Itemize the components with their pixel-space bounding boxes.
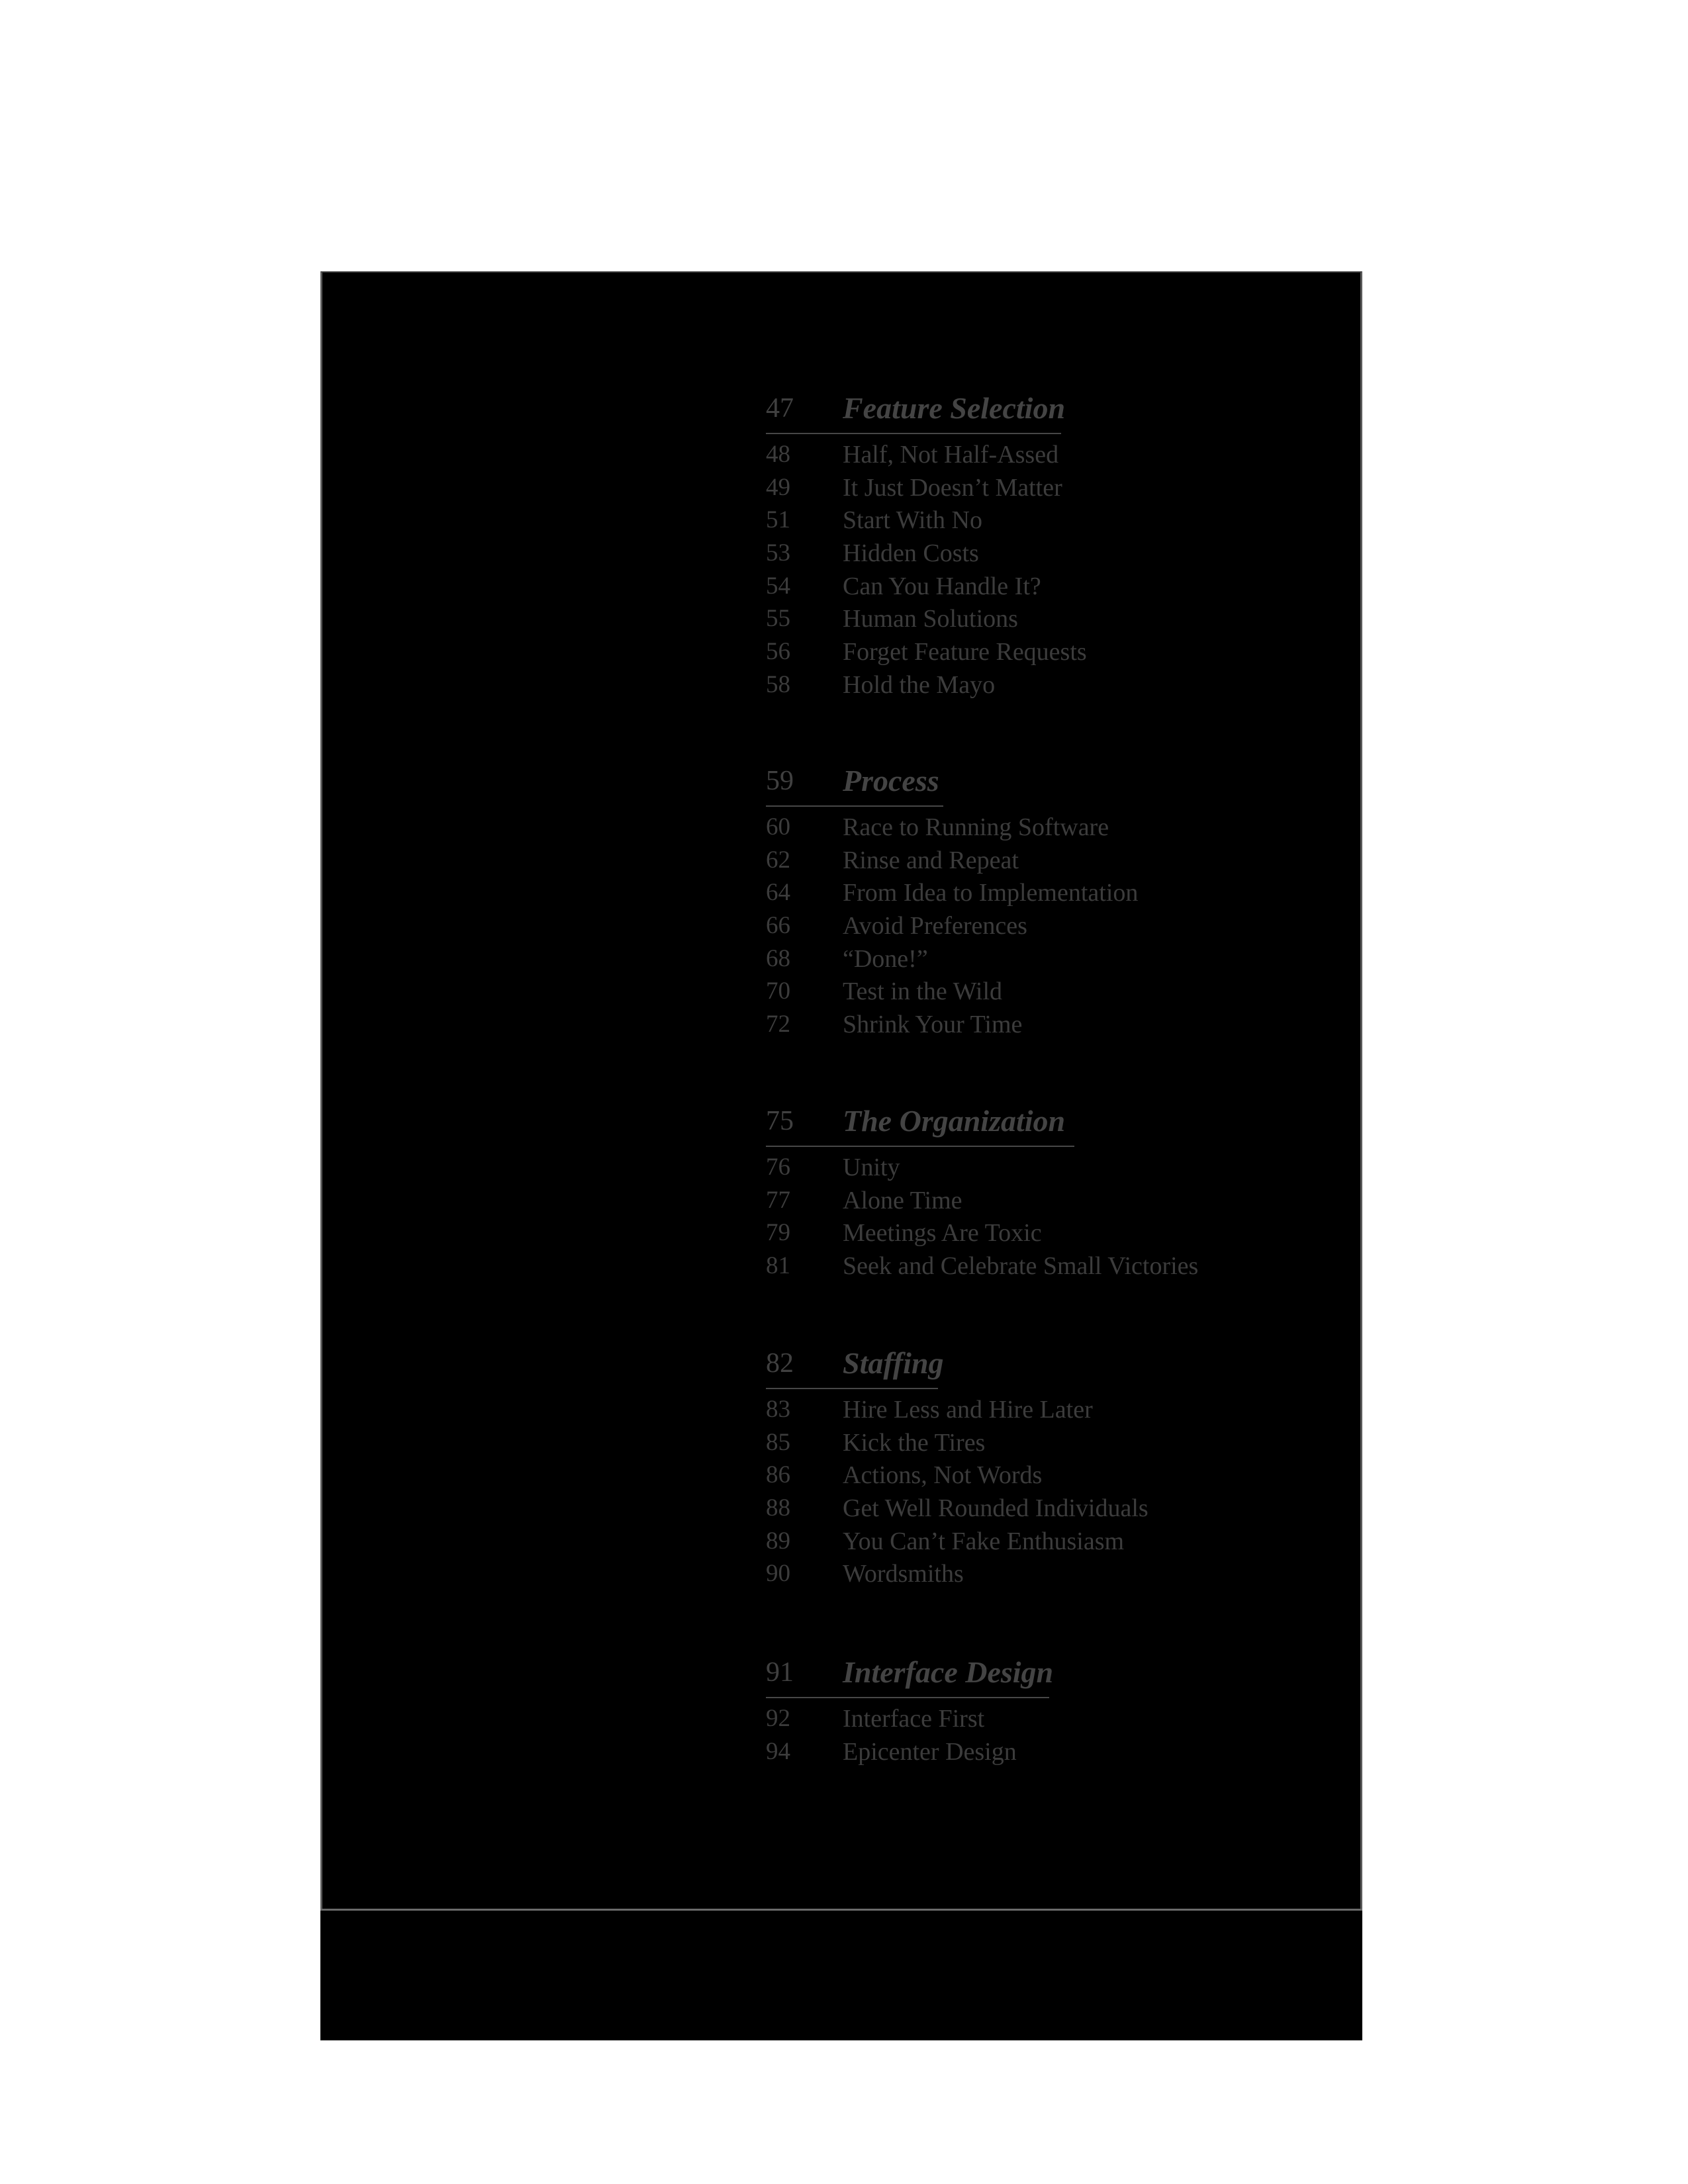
toc-entry: [766, 635, 1626, 668]
toc-entry: [766, 1184, 1626, 1217]
entry-page-number: 56: [766, 638, 790, 666]
entry-page-number: 51: [766, 506, 790, 534]
toc-entry: [766, 1459, 1626, 1492]
toc-section-staffing: [766, 1342, 1626, 1588]
entry-title: Unity: [843, 1154, 900, 1181]
entry-title: Interface First: [843, 1705, 985, 1733]
section-entries: [766, 438, 1626, 702]
section-underline: [766, 805, 943, 807]
section-title: Process: [843, 764, 939, 797]
toc-entry: [766, 1216, 1626, 1250]
entry-page-number: 76: [766, 1154, 790, 1181]
section-title: Staffing: [843, 1346, 944, 1380]
entry-title: Forget Feature Requests: [843, 638, 1087, 666]
entry-page-number: 90: [766, 1560, 790, 1588]
toc-entry: [766, 1151, 1626, 1184]
entry-page-number: 53: [766, 539, 790, 567]
toc-entry: [766, 975, 1626, 1008]
toc-entry: [766, 844, 1626, 877]
toc-entry: [766, 876, 1626, 909]
entry-title: Wordsmiths: [843, 1560, 964, 1588]
section-underline: [766, 433, 1061, 434]
entry-title: Shrink Your Time: [843, 1011, 1023, 1039]
entry-page-number: 54: [766, 572, 790, 600]
section-page-number: 91: [766, 1657, 794, 1688]
entry-title: Hidden Costs: [843, 539, 979, 568]
entry-page-number: 92: [766, 1705, 790, 1732]
entry-title: Human Solutions: [843, 605, 1018, 633]
toc-entry: [766, 1702, 1626, 1735]
section-page-number: 59: [766, 766, 794, 796]
section-underline: [766, 1146, 1074, 1147]
entry-title: Can You Handle It?: [843, 572, 1041, 600]
section-page-number: 47: [766, 393, 794, 424]
toc-entry: [766, 1426, 1626, 1459]
toc-entry: [766, 438, 1626, 471]
entry-page-number: 83: [766, 1396, 790, 1423]
toc-entry: [766, 909, 1626, 942]
entry-title: Half, Not Half-Assed: [843, 441, 1059, 469]
toc-entry: [766, 570, 1626, 603]
toc-section-process: [766, 759, 1626, 1039]
toc-entry: [766, 1492, 1626, 1525]
toc-section-the-organization: [766, 1099, 1626, 1281]
toc-entry: [766, 668, 1626, 702]
entry-page-number: 88: [766, 1494, 790, 1522]
section-title: The Organization: [843, 1104, 1066, 1138]
section-entries: [766, 1151, 1626, 1283]
page-foot-panel: [320, 1911, 1362, 2040]
entry-title: Get Well Rounded Individuals: [843, 1494, 1149, 1523]
entry-page-number: 64: [766, 879, 790, 907]
entry-page-number: 48: [766, 441, 790, 468]
entry-page-number: 68: [766, 944, 790, 972]
toc-entry: [766, 1525, 1626, 1558]
toc-entry: [766, 811, 1626, 844]
section-underline: [766, 1697, 1049, 1698]
entry-page-number: 72: [766, 1011, 790, 1038]
entry-page-number: 62: [766, 846, 790, 874]
entry-title: Rinse and Repeat: [843, 846, 1019, 874]
section-entries: [766, 1393, 1626, 1590]
entry-title: Actions, Not Words: [843, 1461, 1043, 1490]
toc-section-feature-selection: [766, 387, 1626, 699]
entry-title: Meetings Are Toxic: [843, 1219, 1042, 1248]
section-underline: [766, 1388, 938, 1389]
entry-page-number: 58: [766, 670, 790, 698]
entry-page-number: 94: [766, 1737, 790, 1765]
section-page-number: 82: [766, 1348, 794, 1379]
entry-title: Start With No: [843, 506, 982, 535]
toc-entry: [766, 504, 1626, 537]
entry-title: Kick the Tires: [843, 1428, 986, 1457]
entry-page-number: 55: [766, 605, 790, 633]
entry-title: It Just Doesn’t Matter: [843, 473, 1062, 502]
toc-entry: [766, 1557, 1626, 1590]
entry-page-number: 60: [766, 813, 790, 841]
entry-page-number: 79: [766, 1219, 790, 1247]
section-page-number: 75: [766, 1106, 794, 1136]
entry-title: You Can’t Fake Enthusiasm: [843, 1527, 1125, 1555]
section-title: Interface Design: [843, 1655, 1054, 1689]
entry-title: Hire Less and Hire Later: [843, 1396, 1093, 1424]
toc-section-interface-design: [766, 1651, 1626, 1766]
entry-title: Hold the Mayo: [843, 670, 996, 699]
section-entries: [766, 1702, 1626, 1768]
toc-entry: [766, 602, 1626, 635]
toc-entry: [766, 1735, 1626, 1768]
toc-entry: [766, 537, 1626, 570]
entry-title: From Idea to Implementation: [843, 879, 1139, 907]
entry-page-number: 89: [766, 1527, 790, 1555]
entry-page-number: 66: [766, 912, 790, 940]
entry-page-number: 85: [766, 1428, 790, 1456]
toc-entry: [766, 1250, 1626, 1283]
entry-page-number: 49: [766, 473, 790, 501]
entry-page-number: 81: [766, 1252, 790, 1280]
entry-title: Epicenter Design: [843, 1737, 1017, 1766]
entry-title: Race to Running Software: [843, 813, 1109, 841]
toc-entry: [766, 471, 1626, 504]
section-entries: [766, 811, 1626, 1041]
toc-entry: [766, 1393, 1626, 1426]
entry-title: Avoid Preferences: [843, 912, 1027, 940]
entry-page-number: 86: [766, 1461, 790, 1489]
toc-entry: [766, 1008, 1626, 1041]
toc-entry: [766, 942, 1626, 976]
entry-title: “Done!”: [843, 944, 928, 973]
entry-title: Alone Time: [843, 1186, 962, 1214]
entry-page-number: 70: [766, 978, 790, 1005]
book-page-panel: [320, 271, 1362, 1909]
entry-title: Test in the Wild: [843, 978, 1003, 1006]
section-title: Feature Selection: [843, 391, 1066, 425]
entry-page-number: 77: [766, 1186, 790, 1214]
entry-title: Seek and Celebrate Small Victories: [843, 1252, 1199, 1281]
